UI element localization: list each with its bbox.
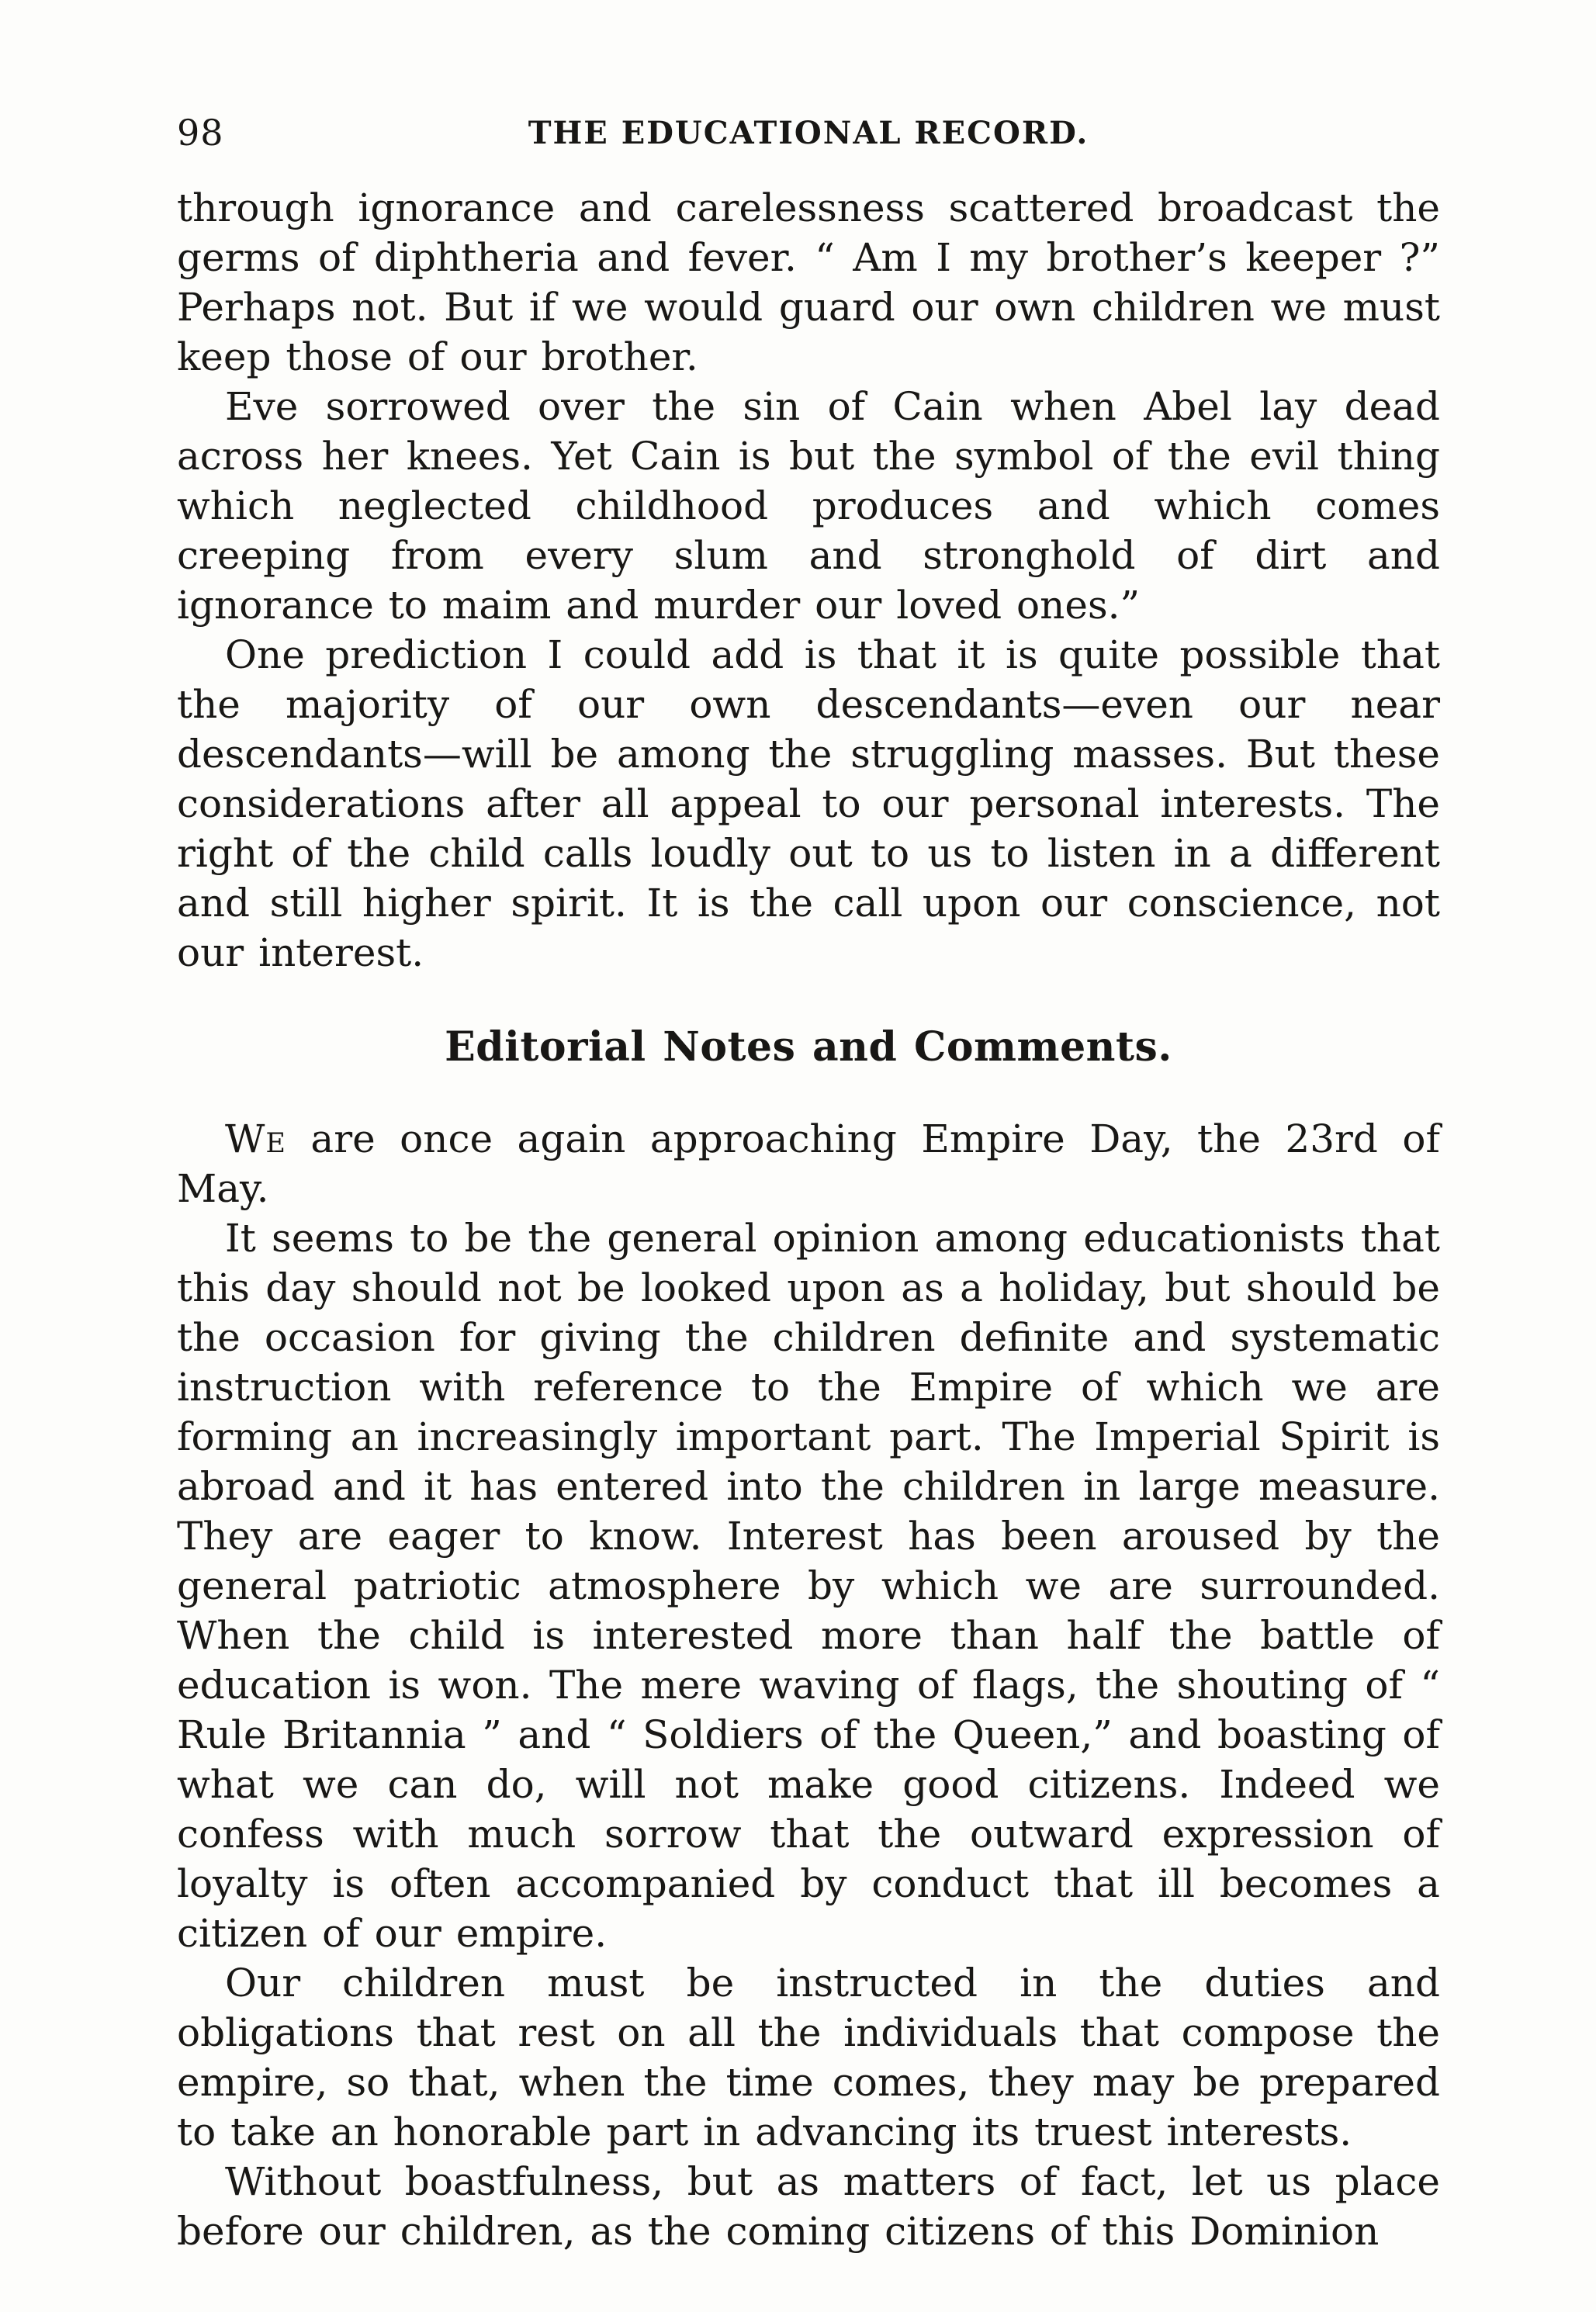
paragraph: It seems to be the general opinion among educationists that this day should not be looked upon as a holiday, but should be the occasion for giving the children definite and systematic instruction with reference to the Empire of which we are forming an increasingly important part. The Imperial Spirit is abroad and it has entered into the children in large measure. They are eager to know. Interest has been aroused by the general patriotic atmosphere by which we are surrounded. When the child is interested more than half the battle of education is won. The mere waving of flags, the shouting of “ Rule Britannia ” and “ Soldiers of the Queen,” and boasting of what we can do, will not make good citizens. Indeed we confess with much sorrow that the outward expression of loyalty is often accompanied by conduct that ill becomes a citizen of our empire. xyxy=(177,1216,1440,1956)
page-number: 98 xyxy=(177,112,224,154)
paragraph: Our children must be instructed in the duties and obligations that rest on all the individuals that compose the empire, so that, when the time comes, they may be prepared to take an honorable part in advancing its truest interests. xyxy=(177,1961,1440,2155)
page-header xyxy=(177,110,1440,157)
paragraph xyxy=(177,1114,1440,1213)
body-text xyxy=(177,183,1440,2256)
section-heading: Editorial Notes and Comments. xyxy=(445,1023,1172,1071)
running-title: THE EDUCATIONAL RECORD. xyxy=(528,115,1089,151)
paragraph: Without boastfulness, but as matters of fact, let us place before our children, as the coming citizens of this Dominion xyxy=(177,2159,1440,2254)
paragraph: Eve sorrowed over the sin of Cain when Abel lay dead across her knees. Yet Cain is but the symbol of the evil thing which neglected childhood produces and which comes creeping from every slum and stronghold of dirt and ignorance to maim and murder our loved ones.” xyxy=(177,384,1440,628)
paragraph: One prediction I could add is that it is quite possible that the majority of our own descendants—even our near descendants—will be among the struggling masses. But these considerations after all appeal to our personal interests. The right of the child calls loudly out to us to listen in a different and still higher spirit. It is the call upon our conscience, not our interest. xyxy=(177,632,1440,975)
lead-word: We xyxy=(225,1116,286,1161)
paragraph: through ignorance and carelessness scattered broadcast the germs of diphtheria and fever. “ Am I my brother’s keeper ?” Perhaps not. But if we would guard our own children we must keep those of our brother. xyxy=(177,185,1440,379)
lead-paragraph-text: are once again approaching Empire Day, the 23rd of May. xyxy=(177,1116,1440,1211)
